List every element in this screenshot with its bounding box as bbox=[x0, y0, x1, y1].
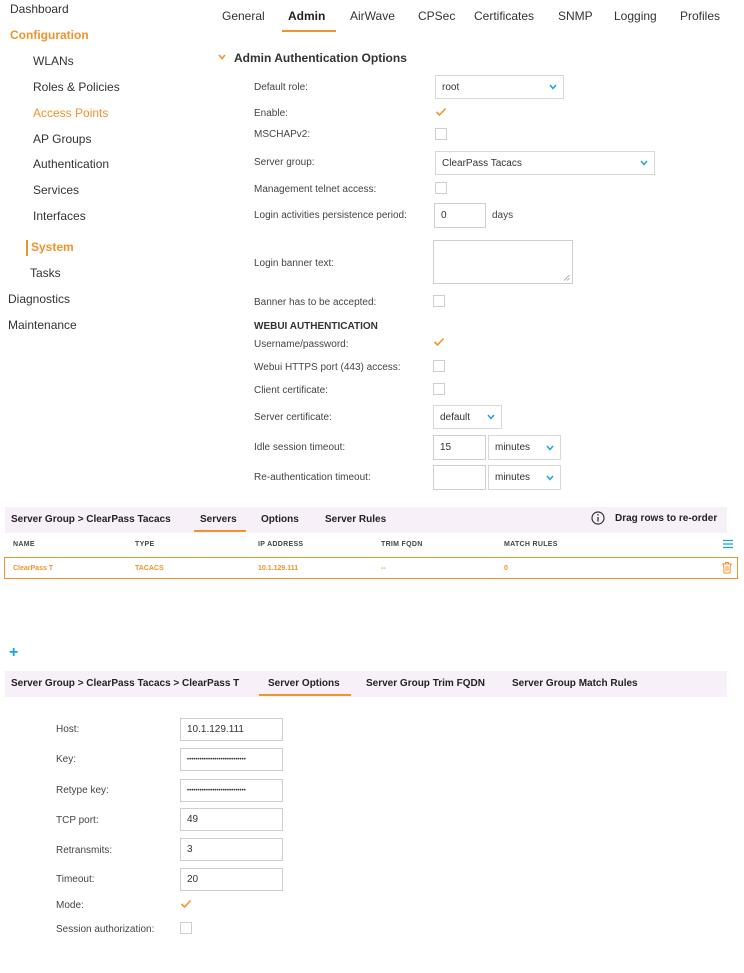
col-name[interactable]: NAME bbox=[13, 541, 35, 548]
tab-logging[interactable]: Logging bbox=[614, 9, 657, 23]
idle-timeout-unit: minutes bbox=[495, 442, 531, 453]
idle-timeout-unit-select[interactable] bbox=[488, 435, 561, 460]
server-group-label: Server group: bbox=[254, 157, 315, 168]
server-detail-breadcrumb: Server Group > ClearPass Tacacs > ClearPass T bbox=[11, 678, 240, 689]
nav-maintenance[interactable]: Maintenance bbox=[8, 318, 77, 332]
tab-airwave[interactable]: AirWave bbox=[350, 9, 395, 23]
banner-accept-label: Banner has to be accepted: bbox=[254, 297, 377, 308]
webui-auth-heading: WEBUI AUTHENTICATION bbox=[254, 321, 378, 332]
username-password-checkbox[interactable] bbox=[433, 336, 445, 348]
hamburger-menu-icon[interactable] bbox=[722, 539, 734, 549]
cell-match-rules: 0 bbox=[504, 565, 508, 572]
cell-trim-fqdn: -- bbox=[381, 565, 386, 572]
mode-label: Mode: bbox=[56, 900, 84, 911]
tab-servers-underline bbox=[194, 530, 246, 532]
active-indicator bbox=[26, 240, 28, 256]
col-type[interactable]: TYPE bbox=[135, 541, 155, 548]
chevron-down-icon bbox=[546, 445, 554, 451]
host-label: Host: bbox=[56, 724, 80, 735]
mgmt-telnet-label: Management telnet access: bbox=[254, 184, 377, 195]
chevron-down-icon[interactable] bbox=[218, 53, 226, 61]
tab-servers[interactable]: Servers bbox=[200, 514, 237, 525]
retype-key-input[interactable]: •••••••••••••••••••••••••••• bbox=[180, 779, 283, 802]
tcp-port-label: TCP port: bbox=[56, 815, 99, 826]
client-cert-label: Client certificate: bbox=[254, 385, 328, 396]
nav-interfaces[interactable]: Interfaces bbox=[33, 209, 86, 223]
drag-hint: Drag rows to re-order bbox=[615, 513, 718, 524]
tab-server-options[interactable]: Server Options bbox=[268, 678, 340, 689]
tab-server-group-match-rules[interactable]: Server Group Match Rules bbox=[512, 678, 638, 689]
reauth-timeout-unit: minutes bbox=[495, 472, 531, 483]
enable-label: Enable: bbox=[254, 108, 288, 119]
chevron-down-icon bbox=[487, 414, 495, 420]
idle-timeout-label: Idle session timeout: bbox=[254, 442, 346, 453]
timeout-input[interactable]: 20 bbox=[180, 868, 283, 891]
tab-server-options-underline bbox=[259, 694, 351, 696]
server-group-value: ClearPass Tacacs bbox=[442, 157, 522, 169]
section-title: Admin Authentication Options bbox=[234, 51, 407, 65]
chevron-down-icon bbox=[549, 84, 557, 90]
tab-admin[interactable]: Admin bbox=[288, 9, 326, 23]
webui-https-label: Webui HTTPS port (443) access: bbox=[254, 362, 401, 373]
tab-server-group-trim-fqdn[interactable]: Server Group Trim FQDN bbox=[366, 678, 485, 689]
server-cert-value: default bbox=[440, 411, 471, 423]
tab-admin-underline bbox=[282, 30, 336, 32]
key-input[interactable]: •••••••••••••••••••••••••••• bbox=[180, 748, 283, 771]
nav-roles-policies[interactable]: Roles & Policies bbox=[33, 80, 120, 94]
cell-name: ClearPass T bbox=[13, 565, 54, 572]
webui-https-checkbox[interactable] bbox=[433, 360, 445, 372]
cell-type: TACACS bbox=[135, 565, 164, 572]
col-trim-fqdn[interactable]: TRIM FQDN bbox=[381, 541, 423, 548]
col-match-rules[interactable]: MATCH RULES bbox=[504, 541, 558, 548]
reauth-timeout-input[interactable] bbox=[433, 465, 486, 490]
mode-checkbox[interactable] bbox=[180, 898, 192, 910]
login-persist-unit: days bbox=[492, 210, 514, 221]
login-persist-label: Login activities persistence period: bbox=[254, 210, 407, 221]
server-group-select[interactable] bbox=[435, 151, 655, 175]
server-cert-select[interactable] bbox=[433, 405, 502, 429]
session-auth-checkbox[interactable] bbox=[180, 922, 192, 934]
default-role-value: root bbox=[442, 81, 460, 93]
session-auth-label: Session authorization: bbox=[56, 924, 155, 935]
info-icon bbox=[591, 511, 605, 525]
login-banner-label: Login banner text: bbox=[254, 258, 335, 269]
default-role-label: Default role: bbox=[254, 82, 308, 93]
nav-ap-groups[interactable]: AP Groups bbox=[33, 132, 92, 146]
server-group-breadcrumb: Server Group > ClearPass Tacacs bbox=[11, 514, 171, 525]
reauth-timeout-unit-select[interactable] bbox=[488, 465, 561, 490]
tab-general[interactable]: General bbox=[222, 9, 265, 23]
tcp-port-input[interactable]: 49 bbox=[180, 808, 283, 831]
enable-checkbox[interactable] bbox=[435, 106, 447, 118]
nav-dashboard[interactable]: Dashboard bbox=[10, 2, 69, 16]
username-password-label: Username/password: bbox=[254, 339, 349, 350]
client-cert-checkbox[interactable] bbox=[433, 383, 445, 395]
chevron-down-icon bbox=[546, 475, 554, 481]
table-row[interactable] bbox=[4, 557, 738, 579]
mschapv2-label: MSCHAPv2: bbox=[254, 129, 311, 140]
default-role-select[interactable] bbox=[435, 75, 564, 99]
retransmits-label: Retransmits: bbox=[56, 845, 113, 856]
resize-grip-icon[interactable] bbox=[563, 274, 570, 281]
col-ip-address[interactable]: IP ADDRESS bbox=[258, 541, 304, 548]
tab-profiles[interactable]: Profiles bbox=[680, 9, 721, 23]
host-input[interactable]: 10.1.129.111 bbox=[180, 718, 283, 741]
key-label: Key: bbox=[56, 754, 77, 765]
nav-system[interactable]: System bbox=[31, 240, 74, 254]
chevron-down-icon bbox=[640, 160, 648, 166]
nav-wlans[interactable]: WLANs bbox=[33, 54, 74, 68]
reauth-timeout-label: Re-authentication timeout: bbox=[254, 472, 371, 483]
tab-snmp[interactable]: SNMP bbox=[558, 9, 593, 23]
nav-configuration[interactable]: Configuration bbox=[10, 28, 89, 42]
cell-ip-address: 10.1.129.111 bbox=[258, 565, 299, 572]
nav-services[interactable]: Services bbox=[33, 183, 80, 197]
plus-icon[interactable]: + bbox=[9, 644, 19, 661]
server-cert-label: Server certificate: bbox=[254, 412, 332, 423]
nav-diagnostics[interactable]: Diagnostics bbox=[8, 292, 71, 306]
banner-accept-checkbox[interactable] bbox=[433, 295, 445, 307]
nav-access-points[interactable]: Access Points bbox=[33, 106, 109, 120]
login-persist-input[interactable]: 0 bbox=[434, 203, 486, 228]
tab-options[interactable]: Options bbox=[261, 514, 299, 525]
tab-certificates[interactable]: Certificates bbox=[474, 9, 535, 23]
nav-tasks[interactable]: Tasks bbox=[30, 266, 61, 280]
nav-authentication[interactable]: Authentication bbox=[33, 157, 110, 171]
tab-server-rules[interactable]: Server Rules bbox=[325, 514, 387, 525]
retype-key-label: Retype key: bbox=[56, 785, 109, 796]
mschapv2-checkbox[interactable] bbox=[435, 128, 447, 140]
retransmits-input[interactable]: 3 bbox=[180, 838, 283, 861]
timeout-label: Timeout: bbox=[56, 874, 95, 885]
idle-timeout-input[interactable]: 15 bbox=[433, 435, 486, 460]
login-banner-textarea[interactable] bbox=[433, 240, 573, 284]
trash-icon[interactable] bbox=[721, 561, 733, 574]
tab-cpsec[interactable]: CPSec bbox=[418, 9, 456, 23]
mgmt-telnet-checkbox[interactable] bbox=[435, 182, 447, 194]
